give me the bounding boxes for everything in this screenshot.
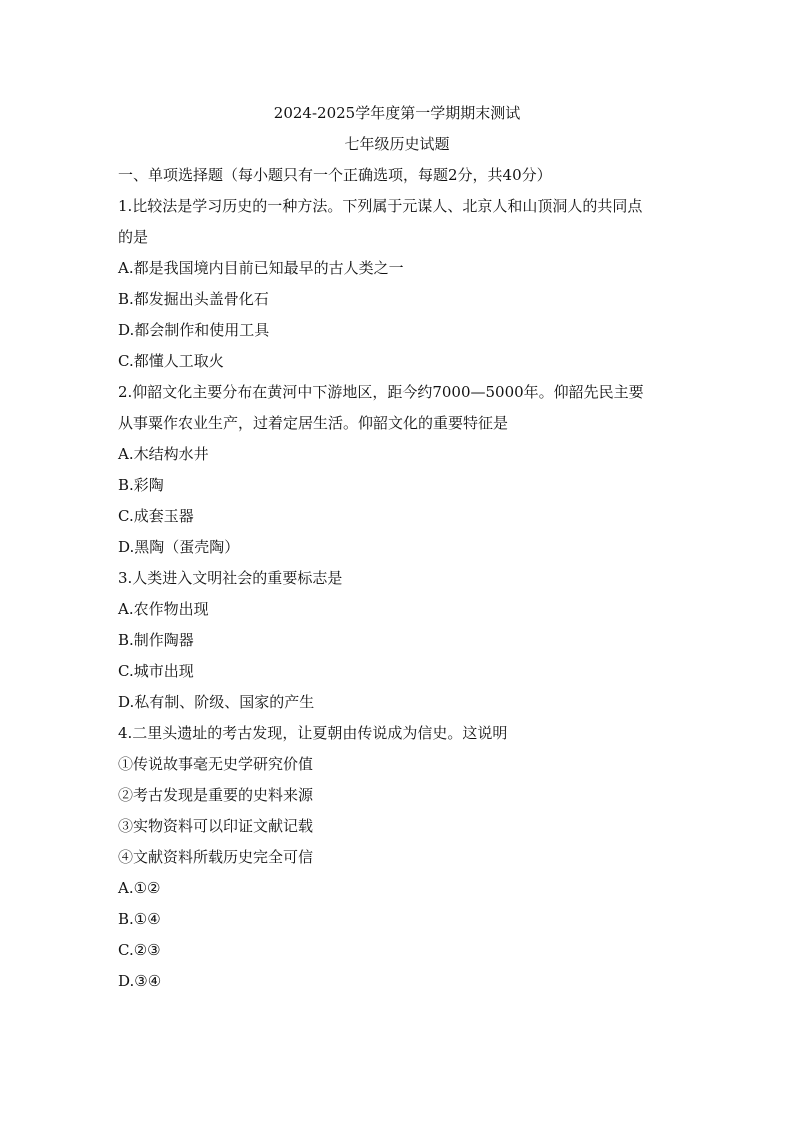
option-b: B.彩陶 [118, 476, 164, 494]
option-c: C.都懂人工取火 [118, 352, 224, 370]
exam-page [118, 98, 688, 997]
option-a: A.农作物出现 [118, 600, 209, 618]
question-3 [118, 563, 688, 718]
question-1 [118, 191, 688, 377]
option-c: C.城市出现 [118, 662, 194, 680]
section-heading: 一、单项选择题（每小题只有一个正确选项，每题2分，共40分） [118, 166, 552, 184]
question-stem-continued: 从事粟作农业生产，过着定居生活。仰韶文化的重要特征是 [118, 414, 509, 432]
option-d: D.黑陶（蛋壳陶） [118, 538, 240, 556]
question-stem: 3.人类进入文明社会的重要标志是 [118, 569, 343, 587]
option-d: D.③④ [118, 972, 162, 990]
question-stem: 4.二里头遗址的考古发现，让夏朝由传说成为信史。这说明 [118, 724, 508, 742]
option-b: B.都发掘出头盖骨化石 [118, 290, 269, 308]
option-b: B.①④ [118, 910, 161, 928]
statement-1: ①传说故事毫无史学研究价值 [118, 755, 314, 773]
option-d: D.都会制作和使用工具 [118, 321, 270, 339]
option-a: A.木结构水井 [118, 445, 209, 463]
statement-3: ③实物资料可以印证文献记载 [118, 817, 314, 835]
question-2 [118, 377, 688, 563]
option-d: D.私有制、阶级、国家的产生 [118, 693, 315, 711]
statement-4: ④文献资料所载历史完全可信 [118, 848, 314, 866]
option-a: A.都是我国境内目前已知最早的古人类之一 [118, 259, 404, 277]
option-c: C.②③ [118, 941, 161, 959]
option-c: C.成套玉器 [118, 507, 194, 525]
question-stem: 1.比较法是学习历史的一种方法。下列属于元谋人、北京人和山顶洞人的共同点 [118, 197, 643, 215]
option-a: A.①② [118, 879, 161, 897]
statement-2: ②考古发现是重要的史料来源 [118, 786, 314, 804]
question-4 [118, 718, 688, 997]
question-stem-continued: 的是 [118, 228, 149, 246]
exam-title: 2024-2025学年度第一学期期末测试 [273, 104, 521, 122]
exam-subtitle: 七年级历史试题 [344, 135, 450, 153]
option-b: B.制作陶器 [118, 631, 194, 649]
question-stem: 2.仰韶文化主要分布在黄河中下游地区，距今约7000—5000年。仰韶先民主要 [118, 383, 644, 401]
